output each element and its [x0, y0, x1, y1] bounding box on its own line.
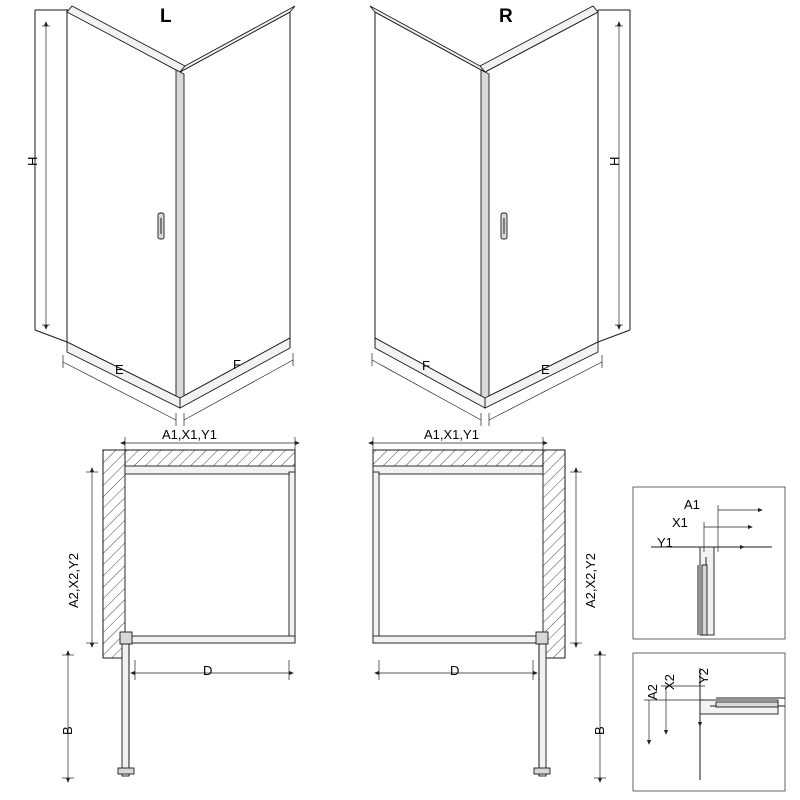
label-Y2-detail: Y2	[696, 668, 711, 684]
door-handle-right-view	[501, 213, 507, 239]
label-E-right: E	[541, 362, 550, 377]
label-A2-detail: A2	[645, 684, 660, 700]
label-B-right: B	[592, 726, 607, 735]
label-A2X2Y2-left: A2,X2,Y2	[66, 553, 81, 608]
label-Y1-detail: Y1	[657, 535, 673, 550]
dimension-B-left	[62, 655, 74, 778]
dimension-H-right	[615, 26, 623, 325]
label-D-right: D	[450, 663, 460, 678]
label-X2-detail: X2	[662, 674, 677, 690]
dimension-A2X2Y2-left	[86, 472, 98, 643]
door-handle-left-view	[158, 213, 164, 239]
label-F-right: F	[422, 358, 430, 373]
detail-view-top	[633, 487, 785, 639]
label-E-left: E	[115, 362, 124, 377]
dimension-B-right	[594, 655, 606, 778]
label-X1-detail: X1	[672, 515, 688, 530]
label-A1X1Y1-right: A1,X1,Y1	[424, 427, 479, 442]
label-A1X1Y1-left: A1,X1,Y1	[162, 427, 217, 442]
label-B-left: B	[60, 726, 75, 735]
plan-view-left	[62, 437, 295, 778]
dimension-H-left	[42, 26, 50, 325]
label-view-R: R	[499, 6, 513, 27]
iso-view-left	[35, 6, 295, 426]
iso-view-right	[370, 6, 630, 426]
label-D-left: D	[203, 663, 213, 678]
label-H-right: H	[607, 156, 622, 166]
label-A1-detail: A1	[684, 497, 700, 512]
label-H-left: H	[25, 156, 40, 166]
plan-view-right	[373, 437, 606, 778]
dimension-A2X2Y2-right	[570, 472, 582, 643]
label-F-left: F	[233, 357, 241, 372]
detail-top-dimensions	[698, 505, 758, 552]
label-view-L: L	[160, 6, 172, 27]
door-leaf-right-plan	[534, 644, 550, 776]
door-leaf-left-plan	[118, 644, 134, 776]
label-A2X2Y2-right: A2,X2,Y2	[583, 553, 598, 608]
